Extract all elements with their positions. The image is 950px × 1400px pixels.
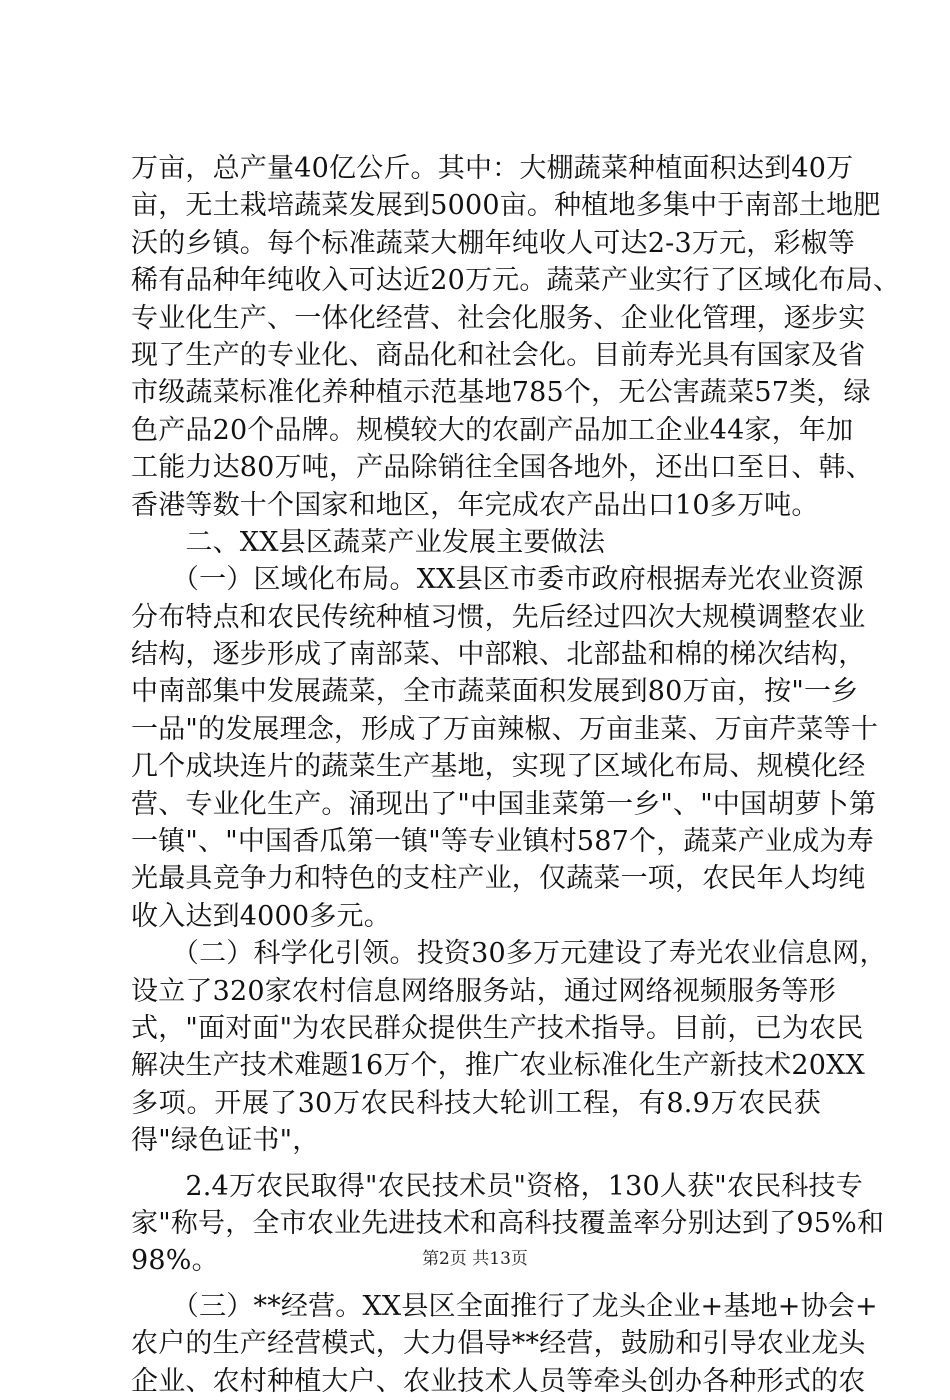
- document-body: [131, 150, 901, 1400]
- text-line: 结构，逐步形成了南部菜、中部粮、北部盐和棉的梯次结构，: [131, 639, 866, 671]
- text-line: 农户的生产经营模式，大力倡导**经营，鼓励和引导农业龙头: [131, 1328, 866, 1360]
- text-line: 现了生产的专业化、商品化和社会化。目前寿光具有国家及省: [131, 339, 866, 371]
- text-line: 企业、农村种植大户、农业技术人员等牵头创办各种形式的农: [131, 1365, 866, 1397]
- text-line: 设立了320家农村信息网络服务站，通过网络视频服务等形: [131, 975, 836, 1007]
- text-line: 收入达到4000多元。: [131, 900, 391, 932]
- text-line: 专业化生产、一体化经营、社会化服务、企业化管理，逐步实: [131, 302, 866, 334]
- text-line: 沃的乡镇。每个标准蔬菜大棚年纯收人可达2-3万元，彩椒等: [131, 227, 856, 259]
- text-line: （三）**经营。XX县区全面推行了龙头企业+基地+协会+: [131, 1290, 878, 1322]
- text-line: 98%。: [131, 1245, 219, 1277]
- text-line: 香港等数十个国家和地区，年完成农产品出口10多万吨。: [131, 489, 819, 521]
- text-line: 营、专业化生产。涌现出了"中国韭菜第一乡"、"中国胡萝卜第: [131, 788, 877, 820]
- text-line: 式，"面对面"为农民群众提供生产技术指导。目前，已为农民: [131, 1012, 864, 1044]
- text-line: （二）科学化引领。投资30多万元建设了寿光农业信息网，: [131, 938, 887, 970]
- text-line: 家"称号，全市农业先进技术和高科技覆盖率分别达到了95%和: [131, 1207, 885, 1239]
- text-line: 色产品20个品牌。规模较大的农副产品加工企业44家，年加: [131, 414, 854, 446]
- text-line: 中南部集中发展蔬菜，全市蔬菜面积发展到80万亩，按"一乡: [131, 676, 859, 708]
- text-line: 几个成块连片的蔬菜生产基地，实现了区域化布局、规模化经: [131, 751, 866, 783]
- text-line: 稀有品种年纯收入可达近20万元。蔬菜产业实行了区域化布局、: [131, 265, 901, 297]
- text-line: 得"绿色证书"，: [131, 1125, 320, 1157]
- text-line: 多项。开展了30万农民科技大轮训工程，有8.9万农民获: [131, 1087, 821, 1119]
- text-line: 万亩，总产量40亿公斤。其中：大棚蔬菜种植面积达到40万: [131, 153, 854, 184]
- text-line: 2.4万农民取得"农民技术员"资格，130人获"农民科技专: [131, 1170, 863, 1202]
- text-line: 一镇"、"中国香瓜第一镇"等专业镇村587个，蔬菜产业成为寿: [131, 826, 874, 858]
- text-line: （一）区域化布局。XX县区市委市政府根据寿光农业资源: [131, 564, 864, 596]
- section-heading: 二、XX县区蔬菜产业发展主要做法: [131, 526, 606, 558]
- text-line: 工能力达80万吨，产品除销往全国各地外，还出口至日、韩、: [131, 452, 873, 484]
- text-line: 一品"的发展理念，形成了万亩辣椒、万亩韭菜、万亩芹菜等十: [131, 713, 879, 745]
- text-line: 亩，无土栽培蔬菜发展到5000亩。种植地多集中于南部土地肥: [131, 190, 881, 222]
- text-line: 光最具竞争力和特色的支柱产业，仅蔬菜一项，农民年人均纯: [131, 863, 866, 895]
- page-footer: 第2页 共13页: [422, 1249, 528, 1269]
- text-line: 市级蔬菜标准化养种植示范基地785个，无公害蔬菜57类，绿: [131, 377, 871, 409]
- text-line: 分布特点和农民传统种植习惯，先后经过四次大规模调整农业: [131, 601, 866, 633]
- text-line: 解决生产技术难题16万个，推广农业标准化生产新技术20XX: [131, 1050, 865, 1082]
